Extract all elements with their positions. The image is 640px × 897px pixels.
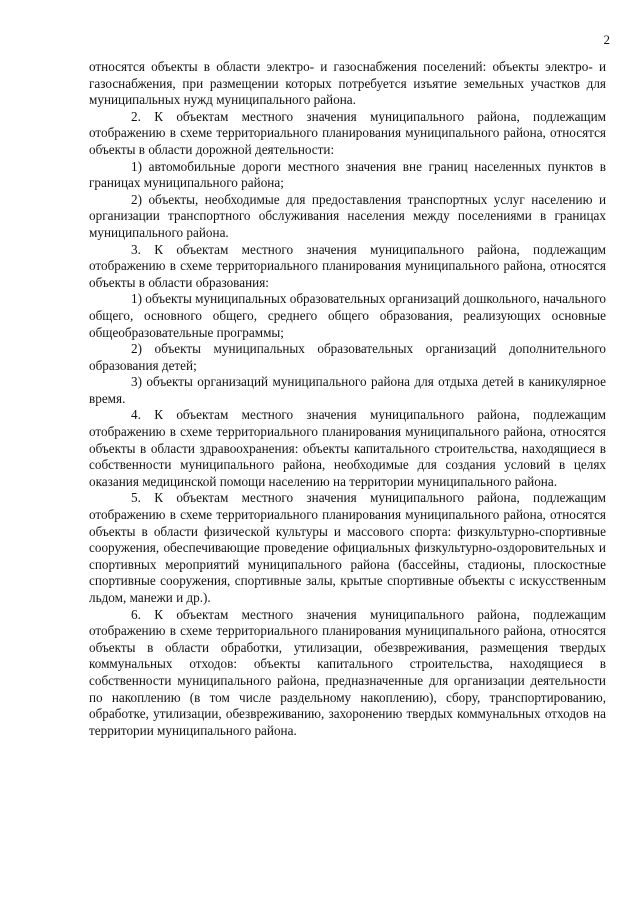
paragraph-section-3: 3. К объектам местного значения муниципального района, подлежащим отображению в схеме территориального планирования муниципального района, относятся объекты в области образования: — [89, 241, 606, 290]
paragraph-section-5: 5. К объектам местного значения муниципального района, подлежащим отображению в схеме территориального планирования муниципального района, относятся объекты в области физической культуры и массового спорта: физкультурно-спортивные сооружения, обеспечивающие проведение официальных физкультурно-оздоровительных и спортивных мероприятий муниципального района (бассейны, стадионы, плоскостные спортивные сооружения, спортивные залы, крытые спортивные объекты с искусственным льдом, манежи и др.). — [89, 490, 606, 605]
document-body — [89, 59, 606, 739]
paragraph-section-3-item-2: 2) объекты муниципальных образовательных организаций дополнительного образования детей; — [89, 341, 606, 373]
paragraph-section-2-item-1: 1) автомобильные дороги местного значения вне границ населенных пунктов в границах муниципального района; — [89, 158, 606, 191]
paragraph-section-6: 6. К объектам местного значения муниципального района, подлежащим отображению в схеме территориального планирования муниципального района, относятся объекты в области обработки, утилизации, обезвреживания, размещения твердых коммунальных отходов: объекты капитального строительства, находящиеся в собственности муниципального района, предназначенные для организации деятельности по накоплению (в том числе раздельному накоплению), сбору, транспортированию, обработке, утилизации, обезвреживанию, захоронению твердых коммунальных отходов на территории муниципального района. — [89, 606, 606, 738]
paragraph-section-2-item-2: 2) объекты, необходимые для предоставления транспортных услуг населению и организации транспортного обслуживания населения между поселениями в границах муниципального района. — [89, 191, 606, 240]
page-number: 2 — [603, 32, 610, 47]
paragraph-section-3-item-1: 1) объекты муниципальных образовательных организаций дошкольного, начального общего, основного общего, среднего общего образования, реализующих основные общеобразовательные программы; — [89, 291, 606, 340]
paragraph-continuation: относятся объекты в области электро- и газоснабжения поселений: объекты электро- и газоснабжения, при размещении которых потребуется изъятие земельных участков для муниципальных нужд муниципального района. — [89, 59, 606, 108]
paragraph-section-2: 2. К объектам местного значения муниципального района, подлежащим отображению в схеме территориального планирования муниципального района, относятся объекты в области дорожной деятельности: — [89, 108, 606, 157]
paragraph-section-3-item-3: 3) объекты организаций муниципального района для отдыха детей в каникулярное время. — [89, 374, 606, 406]
paragraph-section-4: 4. К объектам местного значения муниципального района, подлежащим отображению в схеме территориального планирования муниципального района, относятся объекты в области здравоохранения: объекты капитального строительства, находящиеся в собственности муниципального района, необходимые для создания условий в целях оказания медицинской помощи населению на территории муниципального района. — [89, 407, 606, 489]
